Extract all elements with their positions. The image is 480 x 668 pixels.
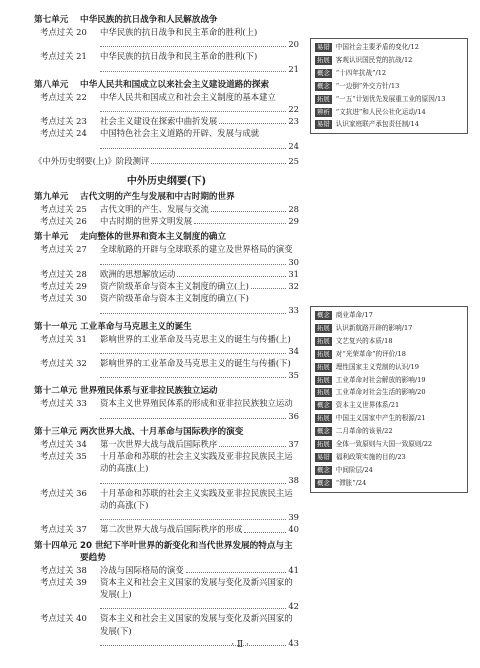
note-tag: 拓展 [317,414,330,423]
toc-entry[interactable]: 考点过关 21 中华民族的抗日战争和民主革命的胜利(下) [40,51,258,62]
note-tag: 概念 [317,465,330,474]
toc-left-column [34,10,299,649]
toc-page-line: 38 [34,474,299,486]
note-tag: 易错 [317,43,330,51]
toc-page-line: 33 [34,304,299,316]
toc-page-line: 21 [34,63,299,75]
toc-entry[interactable]: 考点过关 32 影响世界的工业革命及马克思主义的诞生与传播(下) [40,358,291,369]
unit-heading: 第九单元 古代文明的产生与发展和中古时期的世界 [34,192,235,203]
toc-page-line: 20 [34,38,299,50]
page-number: · Ⅱ · [231,640,249,650]
note-tag: 拓展 [317,349,330,358]
unit-heading: 第七单元 中华民族的抗日战争和人民解放战争 [34,15,218,25]
toc-entry[interactable]: 考点过关 34 第一次世界大战与战后国际秩序 37 [40,438,299,449]
note-item[interactable]: 辨析 “文抗进”和人民公社化运动/14 [317,107,426,116]
note-item[interactable]: 拓展 中国主义国家中产生的根源/21 [317,414,426,423]
note-item[interactable]: 易错 福利政策实施的目的/23 [317,452,406,461]
toc-entry[interactable]: 考点过关 33 资本主义世界殖民体系的形成和亚非拉民族独立运动 [40,398,293,409]
toc-entry[interactable]: 考点过关 38 冷战与国际格局的演变 41 [40,564,299,575]
note-tag: 易错 [317,452,330,461]
toc-entry[interactable]: 考点过关 26 中古时期的世界文明发展 29 [40,216,299,227]
note-item[interactable]: 易错 中国社会主要矛盾的变化/12 [317,43,419,51]
toc-entry[interactable]: 考点过关 39 资本主义和社会主义国家的发展与变化及新兴国家的发展(上) [40,576,293,599]
toc-page-line: 42 [34,600,299,612]
toc-page-line: 24 [34,140,299,152]
unit-heading: 第八单元 中华人民共和国成立以来社会主义建设道路的探索 [34,79,270,90]
note-item[interactable]: 拓展 工业革命对社会解放的影响/19 [317,375,426,384]
unit-heading: 第十三单元 两次世界大战、十月革命与国际秩序的演变 [34,426,244,437]
note-item[interactable]: 拓展 工业革命对社会生活的影响/20 [317,388,426,397]
note-tag: 拓展 [317,94,330,103]
unit-heading: 第十单元 走向整体的世界和资本主义制度的确立 [34,232,227,243]
note-item[interactable]: 概念 二月革命的该景/22 [317,427,393,436]
unit-heading: 第十四单元 20 世纪下半叶世界的新变化和当代世界发展的特点与主要趋势 [34,540,293,563]
toc-review[interactable]: 《中外历史纲要(上)》阶段测评 25 [34,155,299,166]
toc-entry[interactable]: 考点过关 36 十月革命和苏联的社会主义实践及亚非拉民族民主运动的高涨(下) [40,487,293,510]
sidebar-notes-box-lower [310,306,468,493]
note-tag: 拓展 [317,362,330,371]
note-tag: 拓展 [317,375,330,384]
toc-page-line: 30 [34,256,299,268]
note-item[interactable]: 拓展 对“光荣革命”的评价/18 [317,349,406,358]
toc-page-line: 36 [34,410,299,422]
note-tag: 概念 [317,427,330,436]
toc-entry[interactable]: 考点过关 29 资产阶级革命与资本主义制度的确立(上) 32 [40,281,299,292]
toc-entry[interactable]: 考点过关 28 欧洲的思想解放运动 31 [40,268,299,279]
note-item[interactable]: 拓展 认识新航路开辟的影响/17 [317,323,413,332]
toc-entry[interactable]: 考点过关 35 十月革命和苏联的社会主义实践及亚非拉民族民主运动的高涨(上) [40,451,293,474]
toc-entry[interactable]: 考点过关 31 影响世界的工业革命及马克思主义的诞生与传播(上) [40,333,291,344]
note-item[interactable]: 概念 资本主义世界体系/21 [317,401,400,410]
note-tag: 拓展 [317,323,330,332]
note-tag: 概念 [317,478,330,487]
part-title: 中外历史纲要(下) [126,176,207,188]
note-tag: 概念 [317,68,330,77]
toc-entry[interactable]: 考点过关 23 社会主义建设在探索中曲折发展 23 [40,116,299,127]
note-item[interactable]: 概念 “滞胀”/24 [317,478,367,487]
note-item[interactable]: 概念 “一边倒”外交方针/13 [317,81,400,90]
toc-entry[interactable]: 考点过关 24 中国特色社会主义道路的开辟、发展与成就 [40,128,260,139]
note-item[interactable]: 概念 商业革命/17 [317,311,373,319]
toc-entry[interactable]: 考点过关 37 第二次世界大战与战后国际秩序的形成 40 [40,524,299,535]
note-tag: 拓展 [317,440,330,449]
note-tag: 易错 [317,120,330,129]
toc-entry[interactable]: 考点过关 30 资产阶级革命与资本主义制度的确立(下) [40,293,249,304]
note-tag: 概念 [317,311,330,319]
toc-page-line: 39 [34,511,299,523]
note-item[interactable]: 易错 认识家庭联产承包责任制/14 [317,120,419,129]
note-item[interactable]: 拓展 全体一致原则与大国一致原则/22 [317,440,433,449]
toc-page-line: 22 [34,103,299,115]
toc-entry[interactable]: 考点过关 27 全球航路的开辟与全球联系的建立及世界格局的演变 [40,244,293,255]
note-item[interactable]: 拓展 理性国家主义党制的认识/19 [317,362,419,371]
toc-page-line: 34 [34,345,299,357]
note-item[interactable]: 概念 中间阶层/24 [317,465,373,474]
toc-entry[interactable]: 考点过关 40 资本主义和社会主义国家的发展与变化及新兴国家的发展(下) [40,613,293,636]
note-item[interactable]: 概念 “十四年抗战”/12 [317,68,387,77]
note-tag: 概念 [317,81,330,90]
note-tag: 概念 [317,401,330,410]
toc-page-line: 43 [34,637,299,649]
note-item[interactable]: 拓展 “一五”计划优先发展重工业的原因/13 [317,94,446,103]
sidebar-notes-box-upper [310,38,468,134]
toc-entry[interactable]: 考点过关 20 中华民族的抗日战争和民主革命的胜利(上) [40,27,258,37]
unit-heading: 第十二单元 世界殖民体系与亚非拉民族独立运动 [34,386,218,397]
note-tag: 拓展 [317,388,330,397]
toc-entry[interactable]: 考点过关 25 古代文明的产生、发展与交流 28 [40,204,299,215]
toc-entry[interactable]: 考点过关 22 中华人民共和国成立和社会主义制度的基本建立 [40,91,276,102]
toc-page-line: 35 [34,369,299,381]
note-tag: 拓展 [317,336,330,345]
note-tag: 拓展 [317,55,330,64]
note-tag: 辨析 [317,107,330,116]
note-item[interactable]: 拓展 客观认识国民党的抗战/12 [317,55,413,64]
unit-heading: 第十一单元 工业革命与马克思主义的诞生 [34,321,192,332]
note-item[interactable]: 拓展 文艺复兴的本质/18 [317,336,393,345]
